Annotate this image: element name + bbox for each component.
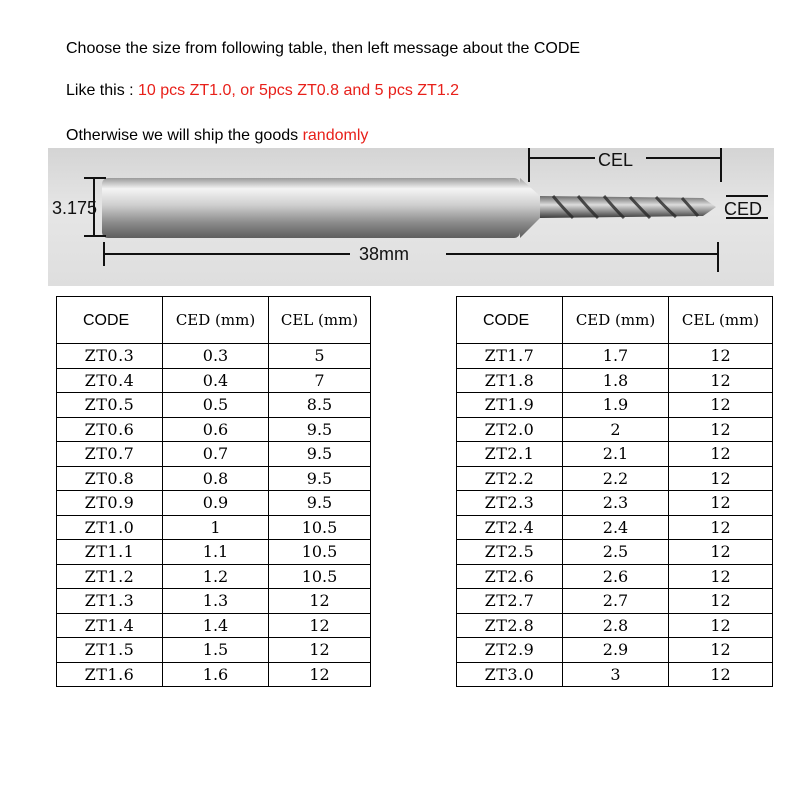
code-cell: ZT2.7 — [457, 589, 563, 614]
ced-cell: 0.7 — [163, 442, 269, 467]
cel-cell: 9.5 — [269, 466, 371, 491]
drill-taper — [520, 178, 540, 238]
table-row — [457, 589, 773, 614]
warning-prefix: Otherwise we will ship the goods — [66, 127, 303, 144]
code-cell: ZT2.5 — [457, 540, 563, 565]
cel-header: CEL (mm) — [269, 297, 371, 344]
ced-cell: 1.2 — [163, 564, 269, 589]
code-cell: ZT2.6 — [457, 564, 563, 589]
table-row — [457, 491, 773, 516]
table-row — [57, 638, 371, 663]
ced-cell: 2.2 — [563, 466, 669, 491]
ced-cell: 0.6 — [163, 417, 269, 442]
code-cell: ZT1.1 — [57, 540, 163, 565]
table-row — [57, 344, 371, 369]
ced-cell: 3 — [563, 662, 669, 687]
total-length-label: 38mm — [359, 244, 410, 264]
table-row — [457, 515, 773, 540]
code-cell: ZT2.1 — [457, 442, 563, 467]
table-row — [457, 540, 773, 565]
cel-cell: 12 — [669, 344, 773, 369]
table-row — [57, 393, 371, 418]
ced-cell: 1.1 — [163, 540, 269, 565]
code-cell: ZT2.9 — [457, 638, 563, 663]
table-row — [57, 491, 371, 516]
ced-cell: 2 — [563, 417, 669, 442]
cel-cell: 12 — [669, 564, 773, 589]
size-table-right — [456, 296, 773, 687]
ced-cell: 2.4 — [563, 515, 669, 540]
table-row — [57, 368, 371, 393]
cel-cell: 10.5 — [269, 564, 371, 589]
cel-cell: 9.5 — [269, 491, 371, 516]
cel-cell: 12 — [669, 662, 773, 687]
cel-cell: 8.5 — [269, 393, 371, 418]
cel-cell: 12 — [669, 613, 773, 638]
code-cell: ZT0.9 — [57, 491, 163, 516]
table-row — [457, 638, 773, 663]
example-prefix: Like this : — [66, 82, 139, 99]
ced-cell: 0.9 — [163, 491, 269, 516]
code-cell: ZT1.6 — [57, 662, 163, 687]
code-header: CODE — [57, 297, 163, 344]
ced-cell: 0.4 — [163, 368, 269, 393]
instruction-line: Choose the size from following table, then left message about the CODE — [66, 40, 581, 57]
code-cell: ZT2.2 — [457, 466, 563, 491]
table-row — [457, 466, 773, 491]
table-row — [57, 540, 371, 565]
table-header-row — [457, 297, 773, 344]
ced-cell: 1.4 — [163, 613, 269, 638]
code-cell: ZT2.0 — [457, 417, 563, 442]
table-row — [57, 442, 371, 467]
drill-shank — [102, 178, 520, 238]
cel-cell: 12 — [669, 393, 773, 418]
cel-label: CEL — [598, 150, 634, 170]
table-row — [457, 662, 773, 687]
cel-cell: 12 — [269, 589, 371, 614]
cel-cell: 12 — [669, 442, 773, 467]
table-row — [457, 613, 773, 638]
table-row — [57, 466, 371, 491]
ced-cell: 2.3 — [563, 491, 669, 516]
table-row — [57, 564, 371, 589]
cel-cell: 12 — [269, 613, 371, 638]
code-cell: ZT1.7 — [457, 344, 563, 369]
ced-cell: 1.5 — [163, 638, 269, 663]
code-cell: ZT1.5 — [57, 638, 163, 663]
ced-cell: 2.1 — [563, 442, 669, 467]
cel-cell: 12 — [269, 662, 371, 687]
cel-cell: 7 — [269, 368, 371, 393]
table-row — [57, 589, 371, 614]
cel-cell: 5 — [269, 344, 371, 369]
cel-cell: 12 — [669, 466, 773, 491]
ced-cell: 2.5 — [563, 540, 669, 565]
ced-cell: 2.7 — [563, 589, 669, 614]
ced-header: CED (mm) — [563, 297, 669, 344]
shank-diameter-label: 3.175 — [52, 198, 98, 218]
cel-cell: 9.5 — [269, 442, 371, 467]
ced-cell: 0.5 — [163, 393, 269, 418]
code-cell: ZT0.8 — [57, 466, 163, 491]
code-cell: ZT0.6 — [57, 417, 163, 442]
cel-cell: 9.5 — [269, 417, 371, 442]
warning-line — [66, 127, 368, 145]
code-cell: ZT2.3 — [457, 491, 563, 516]
ced-cell: 2.6 — [563, 564, 669, 589]
cel-cell: 12 — [669, 589, 773, 614]
example-codes: 10 pcs ZT1.0, or 5pcs ZT0.8 and 5 pcs ZT1.2 — [138, 82, 460, 99]
example-line — [66, 82, 459, 100]
code-cell: ZT0.5 — [57, 393, 163, 418]
cel-header: CEL (mm) — [669, 297, 773, 344]
code-cell: ZT1.8 — [457, 368, 563, 393]
code-cell: ZT0.3 — [57, 344, 163, 369]
drill-bit-photo — [48, 148, 774, 286]
code-cell: ZT2.8 — [457, 613, 563, 638]
ced-cell: 1.7 — [563, 344, 669, 369]
ced-label: CED — [724, 199, 763, 219]
ced-cell: 1 — [163, 515, 269, 540]
table-row — [57, 662, 371, 687]
cel-cell: 10.5 — [269, 540, 371, 565]
table-row — [57, 613, 371, 638]
cel-cell: 12 — [669, 491, 773, 516]
ced-cell: 2.8 — [563, 613, 669, 638]
cel-cell: 12 — [669, 515, 773, 540]
table-row — [457, 564, 773, 589]
size-table-left — [56, 296, 371, 687]
cel-cell: 12 — [669, 540, 773, 565]
table-row — [457, 417, 773, 442]
ced-header: CED (mm) — [163, 297, 269, 344]
code-cell: ZT1.2 — [57, 564, 163, 589]
ced-cell: 1.8 — [563, 368, 669, 393]
ced-cell: 0.8 — [163, 466, 269, 491]
warning-highlight: randomly — [302, 127, 369, 144]
table-row — [457, 368, 773, 393]
code-cell: ZT1.9 — [457, 393, 563, 418]
cel-cell: 12 — [669, 368, 773, 393]
table-row — [457, 393, 773, 418]
code-cell: ZT0.4 — [57, 368, 163, 393]
cel-cell: 12 — [669, 638, 773, 663]
ced-cell: 2.9 — [563, 638, 669, 663]
cel-cell: 12 — [269, 638, 371, 663]
code-cell: ZT2.4 — [457, 515, 563, 540]
ced-cell: 1.6 — [163, 662, 269, 687]
code-cell: ZT1.0 — [57, 515, 163, 540]
ced-cell: 1.3 — [163, 589, 269, 614]
table-row — [57, 417, 371, 442]
code-cell: ZT1.4 — [57, 613, 163, 638]
table-row — [457, 442, 773, 467]
code-cell: ZT3.0 — [457, 662, 563, 687]
cel-cell: 12 — [669, 417, 773, 442]
table-header-row — [57, 297, 371, 344]
code-cell: ZT1.3 — [57, 589, 163, 614]
table-row — [457, 344, 773, 369]
code-header: CODE — [457, 297, 563, 344]
drill-diagram — [48, 148, 774, 286]
cel-cell: 10.5 — [269, 515, 371, 540]
code-cell: ZT0.7 — [57, 442, 163, 467]
ced-cell: 0.3 — [163, 344, 269, 369]
table-row — [57, 515, 371, 540]
ced-cell: 1.9 — [563, 393, 669, 418]
